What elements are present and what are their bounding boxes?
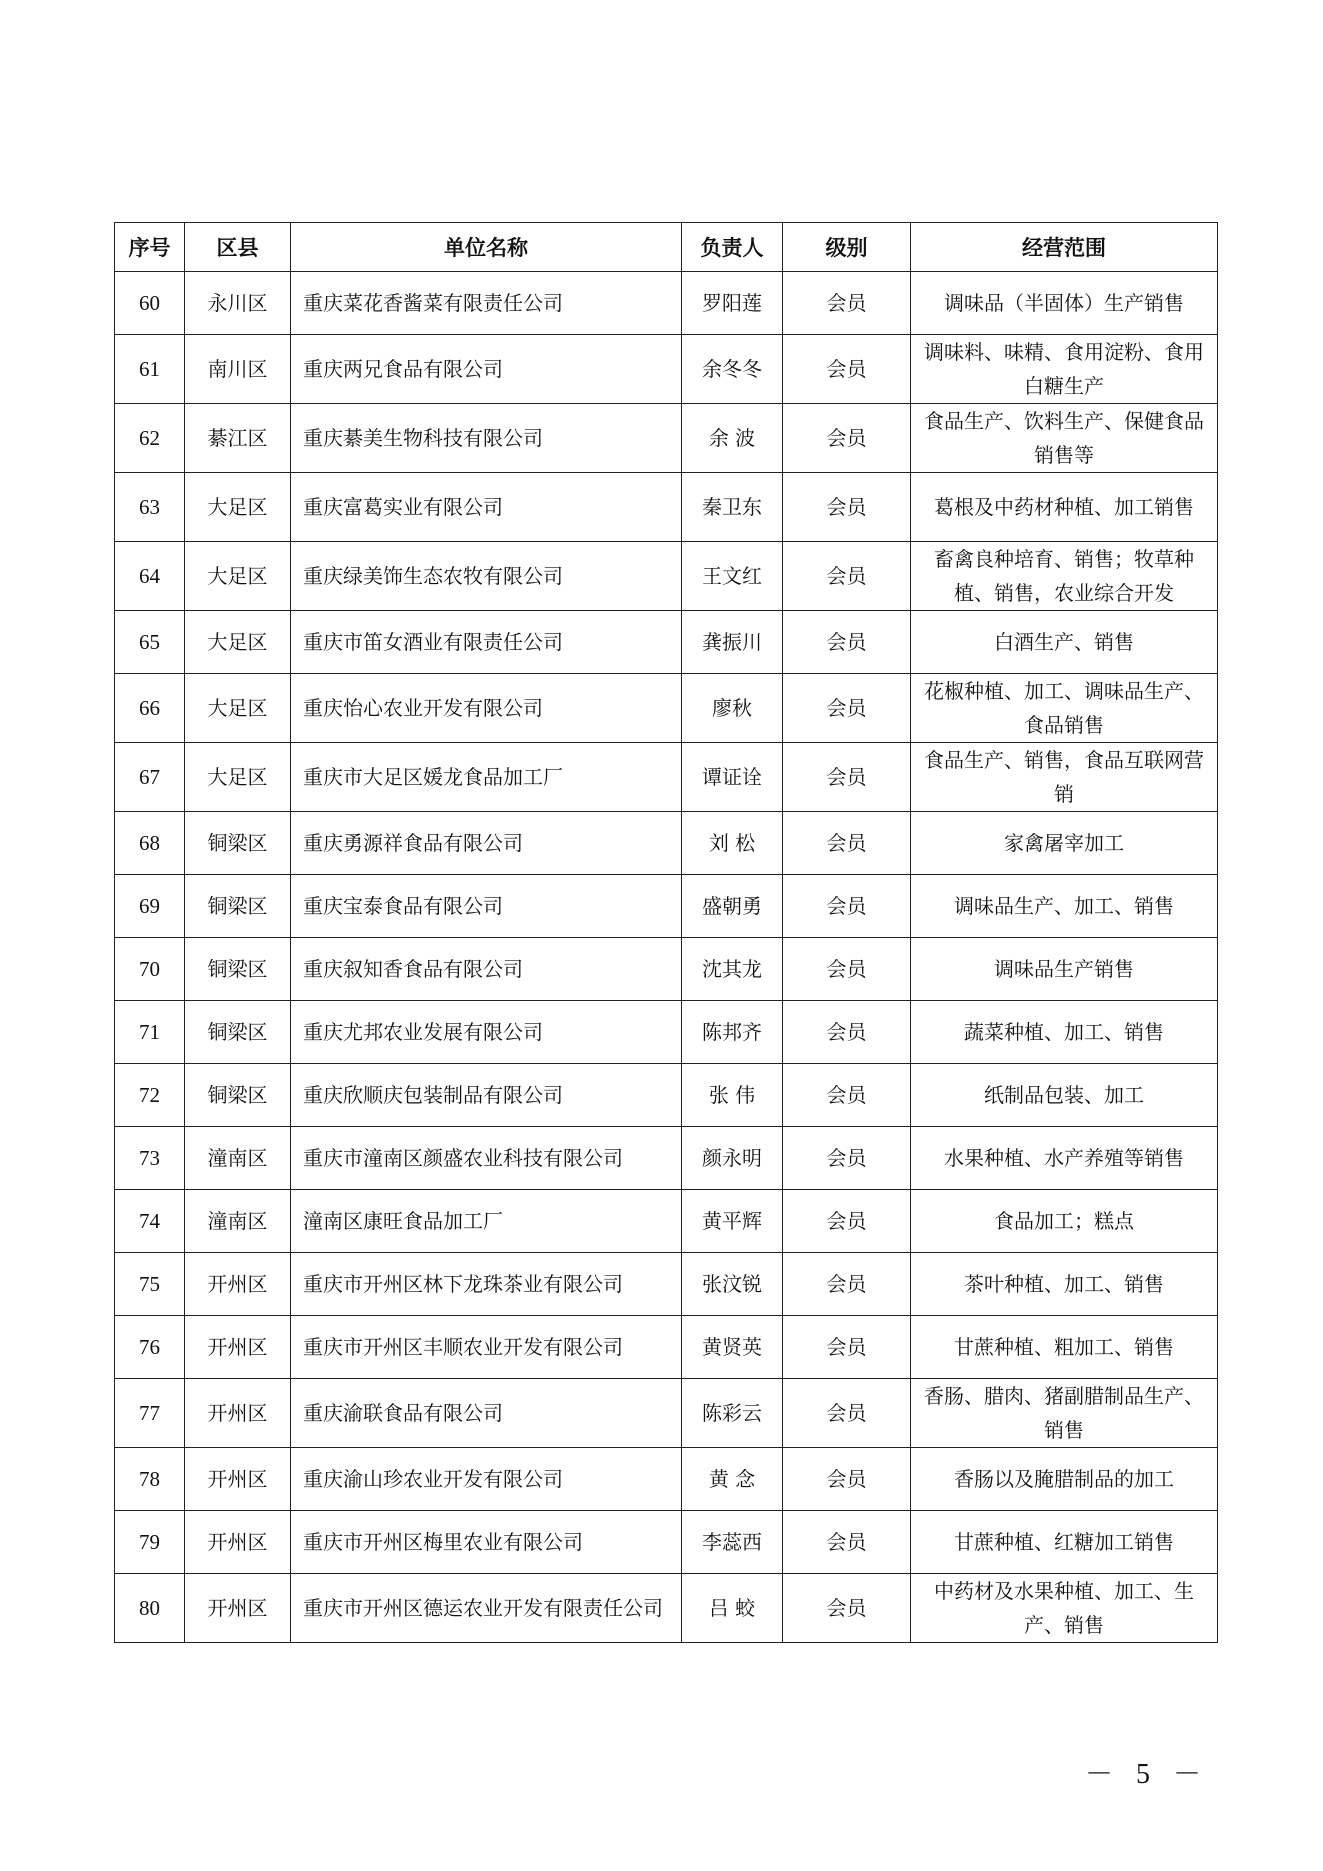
table-row xyxy=(115,1001,1218,1064)
cell-district: 开州区 xyxy=(185,1448,291,1511)
cell-level: 会员 xyxy=(783,875,911,938)
cell-head: 颜永明 xyxy=(682,1127,783,1190)
cell-district: 大足区 xyxy=(185,611,291,674)
cell-level: 会员 xyxy=(783,938,911,1001)
cell-level: 会员 xyxy=(783,542,911,611)
cell-level: 会员 xyxy=(783,1064,911,1127)
cell-district: 大足区 xyxy=(185,743,291,812)
cell-no: 60 xyxy=(115,272,185,335)
cell-company: 重庆市大足区媛龙食品加工厂 xyxy=(291,743,682,812)
cell-level: 会员 xyxy=(783,272,911,335)
cell-scope: 调味品生产、加工、销售 xyxy=(911,875,1218,938)
cell-no: 75 xyxy=(115,1253,185,1316)
table-header-row xyxy=(115,223,1218,272)
cell-head: 余冬冬 xyxy=(682,335,783,404)
cell-scope: 调味品（半固体）生产销售 xyxy=(911,272,1218,335)
cell-level: 会员 xyxy=(783,1001,911,1064)
cell-company: 重庆市开州区丰顺农业开发有限公司 xyxy=(291,1316,682,1379)
cell-district: 大足区 xyxy=(185,674,291,743)
cell-level: 会员 xyxy=(783,743,911,812)
table-row xyxy=(115,875,1218,938)
member-table xyxy=(114,222,1218,1643)
page-number: － 5 － xyxy=(1085,1759,1210,1790)
cell-company: 重庆欣顺庆包装制品有限公司 xyxy=(291,1064,682,1127)
cell-no: 68 xyxy=(115,812,185,875)
cell-scope: 家禽屠宰加工 xyxy=(911,812,1218,875)
header-district: 区县 xyxy=(185,223,291,272)
cell-district: 铜梁区 xyxy=(185,1001,291,1064)
table-row xyxy=(115,404,1218,473)
cell-no: 77 xyxy=(115,1379,185,1448)
cell-district: 大足区 xyxy=(185,542,291,611)
cell-no: 66 xyxy=(115,674,185,743)
table-row xyxy=(115,542,1218,611)
table-row xyxy=(115,1316,1218,1379)
cell-no: 63 xyxy=(115,473,185,542)
cell-company: 重庆勇源祥食品有限公司 xyxy=(291,812,682,875)
cell-company: 重庆叙知香食品有限公司 xyxy=(291,938,682,1001)
cell-no: 67 xyxy=(115,743,185,812)
table-row xyxy=(115,1448,1218,1511)
cell-company: 重庆怡心农业开发有限公司 xyxy=(291,674,682,743)
cell-level: 会员 xyxy=(783,1574,911,1643)
cell-level: 会员 xyxy=(783,404,911,473)
cell-level: 会员 xyxy=(783,611,911,674)
cell-level: 会员 xyxy=(783,1448,911,1511)
cell-no: 80 xyxy=(115,1574,185,1643)
table-row xyxy=(115,938,1218,1001)
cell-head: 龚振川 xyxy=(682,611,783,674)
cell-no: 70 xyxy=(115,938,185,1001)
cell-head: 黄平辉 xyxy=(682,1190,783,1253)
header-no: 序号 xyxy=(115,223,185,272)
cell-no: 61 xyxy=(115,335,185,404)
cell-head: 张 伟 xyxy=(682,1064,783,1127)
cell-company: 重庆市潼南区颜盛农业科技有限公司 xyxy=(291,1127,682,1190)
cell-district: 铜梁区 xyxy=(185,1064,291,1127)
cell-no: 69 xyxy=(115,875,185,938)
cell-district: 铜梁区 xyxy=(185,812,291,875)
table-row xyxy=(115,743,1218,812)
table-row xyxy=(115,1574,1218,1643)
cell-level: 会员 xyxy=(783,1379,911,1448)
cell-level: 会员 xyxy=(783,1190,911,1253)
table-row xyxy=(115,272,1218,335)
cell-district: 铜梁区 xyxy=(185,938,291,1001)
cell-scope: 食品生产、销售，食品互联网营销 xyxy=(911,743,1218,812)
cell-district: 开州区 xyxy=(185,1316,291,1379)
table-row xyxy=(115,1190,1218,1253)
cell-no: 76 xyxy=(115,1316,185,1379)
cell-scope: 调味料、味精、食用淀粉、食用白糖生产 xyxy=(911,335,1218,404)
cell-company: 重庆绿美饰生态农牧有限公司 xyxy=(291,542,682,611)
table-row xyxy=(115,1253,1218,1316)
cell-head: 陈邦齐 xyxy=(682,1001,783,1064)
cell-scope: 香肠以及腌腊制品的加工 xyxy=(911,1448,1218,1511)
cell-head: 秦卫东 xyxy=(682,473,783,542)
cell-level: 会员 xyxy=(783,1253,911,1316)
cell-scope: 白酒生产、销售 xyxy=(911,611,1218,674)
cell-company: 重庆菜花香酱菜有限责任公司 xyxy=(291,272,682,335)
cell-company: 重庆尤邦农业发展有限公司 xyxy=(291,1001,682,1064)
header-head: 负责人 xyxy=(682,223,783,272)
cell-head: 张汶锐 xyxy=(682,1253,783,1316)
cell-scope: 食品生产、饮料生产、保健食品销售等 xyxy=(911,404,1218,473)
cell-head: 吕 蛟 xyxy=(682,1574,783,1643)
cell-no: 72 xyxy=(115,1064,185,1127)
cell-head: 李蕊西 xyxy=(682,1511,783,1574)
table-row xyxy=(115,473,1218,542)
cell-scope: 纸制品包装、加工 xyxy=(911,1064,1218,1127)
header-scope: 经营范围 xyxy=(911,223,1218,272)
cell-no: 78 xyxy=(115,1448,185,1511)
table-row xyxy=(115,812,1218,875)
cell-scope: 调味品生产销售 xyxy=(911,938,1218,1001)
cell-district: 潼南区 xyxy=(185,1127,291,1190)
cell-district: 开州区 xyxy=(185,1511,291,1574)
cell-head: 罗阳莲 xyxy=(682,272,783,335)
cell-scope: 茶叶种植、加工、销售 xyxy=(911,1253,1218,1316)
cell-no: 65 xyxy=(115,611,185,674)
cell-scope: 香肠、腊肉、猪副腊制品生产、销售 xyxy=(911,1379,1218,1448)
cell-scope: 甘蔗种植、红糖加工销售 xyxy=(911,1511,1218,1574)
cell-company: 重庆市开州区德运农业开发有限责任公司 xyxy=(291,1574,682,1643)
cell-scope: 中药材及水果种植、加工、生产、销售 xyxy=(911,1574,1218,1643)
cell-district: 潼南区 xyxy=(185,1190,291,1253)
cell-company: 重庆富葛实业有限公司 xyxy=(291,473,682,542)
cell-company: 重庆渝山珍农业开发有限公司 xyxy=(291,1448,682,1511)
cell-head: 谭证诠 xyxy=(682,743,783,812)
cell-head: 沈其龙 xyxy=(682,938,783,1001)
cell-company: 潼南区康旺食品加工厂 xyxy=(291,1190,682,1253)
cell-head: 盛朝勇 xyxy=(682,875,783,938)
cell-head: 黄 念 xyxy=(682,1448,783,1511)
cell-scope: 水果种植、水产养殖等销售 xyxy=(911,1127,1218,1190)
cell-company: 重庆宝泰食品有限公司 xyxy=(291,875,682,938)
cell-no: 64 xyxy=(115,542,185,611)
cell-no: 62 xyxy=(115,404,185,473)
table-row xyxy=(115,1511,1218,1574)
cell-scope: 甘蔗种植、粗加工、销售 xyxy=(911,1316,1218,1379)
cell-no: 79 xyxy=(115,1511,185,1574)
cell-district: 大足区 xyxy=(185,473,291,542)
cell-head: 廖秋 xyxy=(682,674,783,743)
table-row xyxy=(115,1127,1218,1190)
table-row xyxy=(115,1379,1218,1448)
cell-level: 会员 xyxy=(783,335,911,404)
cell-district: 永川区 xyxy=(185,272,291,335)
cell-company: 重庆市开州区林下龙珠茶业有限公司 xyxy=(291,1253,682,1316)
cell-scope: 葛根及中药材种植、加工销售 xyxy=(911,473,1218,542)
cell-district: 开州区 xyxy=(185,1574,291,1643)
cell-head: 陈彩云 xyxy=(682,1379,783,1448)
cell-level: 会员 xyxy=(783,1127,911,1190)
cell-level: 会员 xyxy=(783,1511,911,1574)
cell-scope: 食品加工；糕点 xyxy=(911,1190,1218,1253)
cell-head: 王文红 xyxy=(682,542,783,611)
cell-company: 重庆市笛女酒业有限责任公司 xyxy=(291,611,682,674)
cell-scope: 畜禽良种培育、销售；牧草种植、销售，农业综合开发 xyxy=(911,542,1218,611)
header-level: 级别 xyxy=(783,223,911,272)
cell-scope: 花椒种植、加工、调味品生产、食品销售 xyxy=(911,674,1218,743)
cell-company: 重庆两兄食品有限公司 xyxy=(291,335,682,404)
cell-district: 开州区 xyxy=(185,1253,291,1316)
cell-company: 重庆市开州区梅里农业有限公司 xyxy=(291,1511,682,1574)
cell-level: 会员 xyxy=(783,473,911,542)
table-row xyxy=(115,335,1218,404)
table-row xyxy=(115,674,1218,743)
table-row xyxy=(115,611,1218,674)
cell-head: 黄贤英 xyxy=(682,1316,783,1379)
cell-district: 綦江区 xyxy=(185,404,291,473)
cell-level: 会员 xyxy=(783,812,911,875)
cell-scope: 蔬菜种植、加工、销售 xyxy=(911,1001,1218,1064)
cell-head: 余 波 xyxy=(682,404,783,473)
cell-no: 73 xyxy=(115,1127,185,1190)
cell-head: 刘 松 xyxy=(682,812,783,875)
cell-no: 74 xyxy=(115,1190,185,1253)
cell-district: 铜梁区 xyxy=(185,875,291,938)
table-row xyxy=(115,1064,1218,1127)
cell-level: 会员 xyxy=(783,1316,911,1379)
cell-district: 南川区 xyxy=(185,335,291,404)
cell-level: 会员 xyxy=(783,674,911,743)
cell-no: 71 xyxy=(115,1001,185,1064)
cell-company: 重庆綦美生物科技有限公司 xyxy=(291,404,682,473)
cell-company: 重庆渝联食品有限公司 xyxy=(291,1379,682,1448)
cell-district: 开州区 xyxy=(185,1379,291,1448)
header-company: 单位名称 xyxy=(291,223,682,272)
